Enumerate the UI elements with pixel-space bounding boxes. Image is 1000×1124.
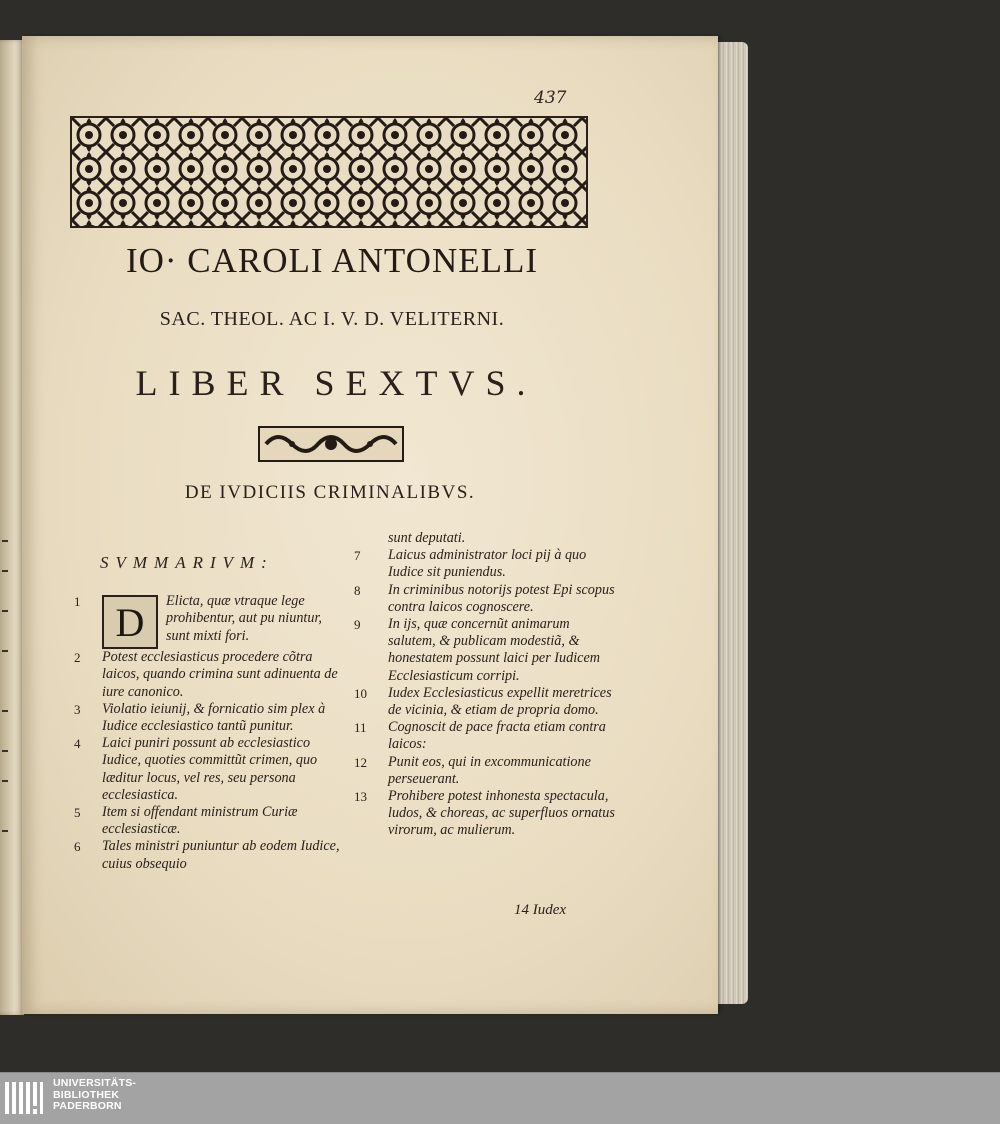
author-name: IO· CAROLI ANTONELLI xyxy=(125,241,539,280)
summary-item-5: 5 Item si offendant ministrum Curiæ ecclesiasticæ. xyxy=(72,804,342,838)
summary-item-6: 6 Tales ministri puniuntur ab eodem Iudice, cuius obsequio xyxy=(72,838,342,872)
summary-item-text: Potest ecclesiasticus procedere cõtra laicos, quando crimina sunt adinuenta de iure canonico. xyxy=(102,649,338,700)
summary-item-10: 10 Iudex Ecclesiasticus expellit meretrices de vicinia, & etiam de propria domo. xyxy=(350,685,616,719)
library-name: UNIVERSITÄTS- BIBLIOTHEK PADERBORN xyxy=(53,1077,137,1112)
summary-item-text: Prohibere potest inhonesta spectacula, ludos, & choreas, ac superfluos ornatus virorum, ac mulierum. xyxy=(388,788,615,839)
summary-item-1: 1 D Elicta, quæ vtraque lege prohibentur, aut pu niuntur, sunt mixti fori. xyxy=(72,593,342,649)
summary-item-text: Iudex Ecclesiasticus expellit meretrices de vicinia, & etiam de propria domo. xyxy=(388,684,612,719)
summary-left-column xyxy=(72,554,342,873)
summary-item-text: Punit eos, qui in excommunicatione perseuerant. xyxy=(388,753,591,787)
book-title: LIBER SEXTVS. xyxy=(135,363,537,403)
summary-item-text: Laicus administrator loci pij à quo Iudice sit puniendus. xyxy=(388,547,587,581)
summary-right-column xyxy=(350,530,616,840)
summary-heading: SVMMARIVM: xyxy=(100,553,274,572)
summary-item-2: 2 Potest ecclesiasticus procedere cõtra laicos, quando crimina sunt adinuenta de iure canonico. xyxy=(72,649,342,701)
summary-item-3: 3 Violatio ieiunij, & fornicatio sim plex à Iudice ecclesiastico tantũ punitur. xyxy=(72,701,342,735)
summary-item-9: 9 In ijs, quæ concernũt animarum salutem, & publicam modestiã, & honestatem possunt laici per Iudicem Ecclesiasticum corripi. xyxy=(350,616,616,685)
book-page xyxy=(22,36,718,1014)
author-title: SAC. THEOL. AC I. V. D. VELITERNI. xyxy=(159,308,505,330)
summary-item-text: Tales ministri puniuntur ab eodem Iudice, cuius obsequio xyxy=(102,838,340,872)
catchword: 14 Iudex xyxy=(514,902,567,918)
summary-item-4: 4 Laici puniri possunt ab ecclesiastico Iudice, quoties committũt crimen, quo læditur locus, vel res, seu persona ecclesiastica. xyxy=(72,735,342,804)
summary-item-13: 13 Prohibere potest inhonesta spectacula, ludos, & choreas, ac superfluos ornatus virorum, ac mulierum. xyxy=(354,788,615,839)
summary-item-text: Item si offendant ministrum Curiæ ecclesiasticæ. xyxy=(102,804,298,838)
summary-item-text: Cognoscit de pace fracta etiam contra laicos: xyxy=(388,719,606,753)
summary-item-11: 11 Cognoscit de pace fracta etiam contra laicos: xyxy=(350,719,616,753)
summary-item-text: Laici puniri possunt ab ecclesiastico Iudice, quoties committũt crimen, quo læditur locus, vel res, seu persona ecclesiastica. xyxy=(102,735,318,803)
section-title: DE IVDICIIS CRIMINALIBVS. xyxy=(184,482,476,503)
left-page-edge xyxy=(0,40,24,1015)
ornament-headpiece xyxy=(70,116,588,228)
summary-item-7: 7 Laicus administrator loci pij à quo Iudice sit puniendus. xyxy=(350,547,616,581)
left-margin-marks xyxy=(0,530,22,860)
page-number: 437 xyxy=(534,88,567,108)
library-footer-bar xyxy=(0,1072,1000,1124)
summary-item-12: 12 Punit eos, qui in excommunicatione perseuerant. xyxy=(350,754,616,788)
fleuron-icon xyxy=(258,426,404,462)
summary-item-text: In ijs, quæ concernũt animarum salutem, & publicam modestiã, & honestatem possunt laici per Iudicem Ecclesiasticum corripi. xyxy=(388,616,600,684)
summary-item-text: Elicta, quæ vtraque lege prohibentur, aut pu niuntur, sunt mixti fori. xyxy=(166,593,322,644)
summary-item-8: 8 In criminibus notorijs potest Epi scopus contra laicos cognoscere. xyxy=(354,581,615,615)
summary-continuation: sunt deputati. xyxy=(388,530,466,546)
ornament-pattern-icon xyxy=(72,118,586,226)
drop-cap-initial: D xyxy=(102,595,158,649)
library-logo-icon xyxy=(3,1078,45,1118)
summary-item-text: Violatio ieiunij, & fornicatio sim plex à Iudice ecclesiastico tantũ punitur. xyxy=(102,700,326,735)
summary-item-text: In criminibus notorijs potest Epi scopus contra laicos cognoscere. xyxy=(388,581,615,615)
